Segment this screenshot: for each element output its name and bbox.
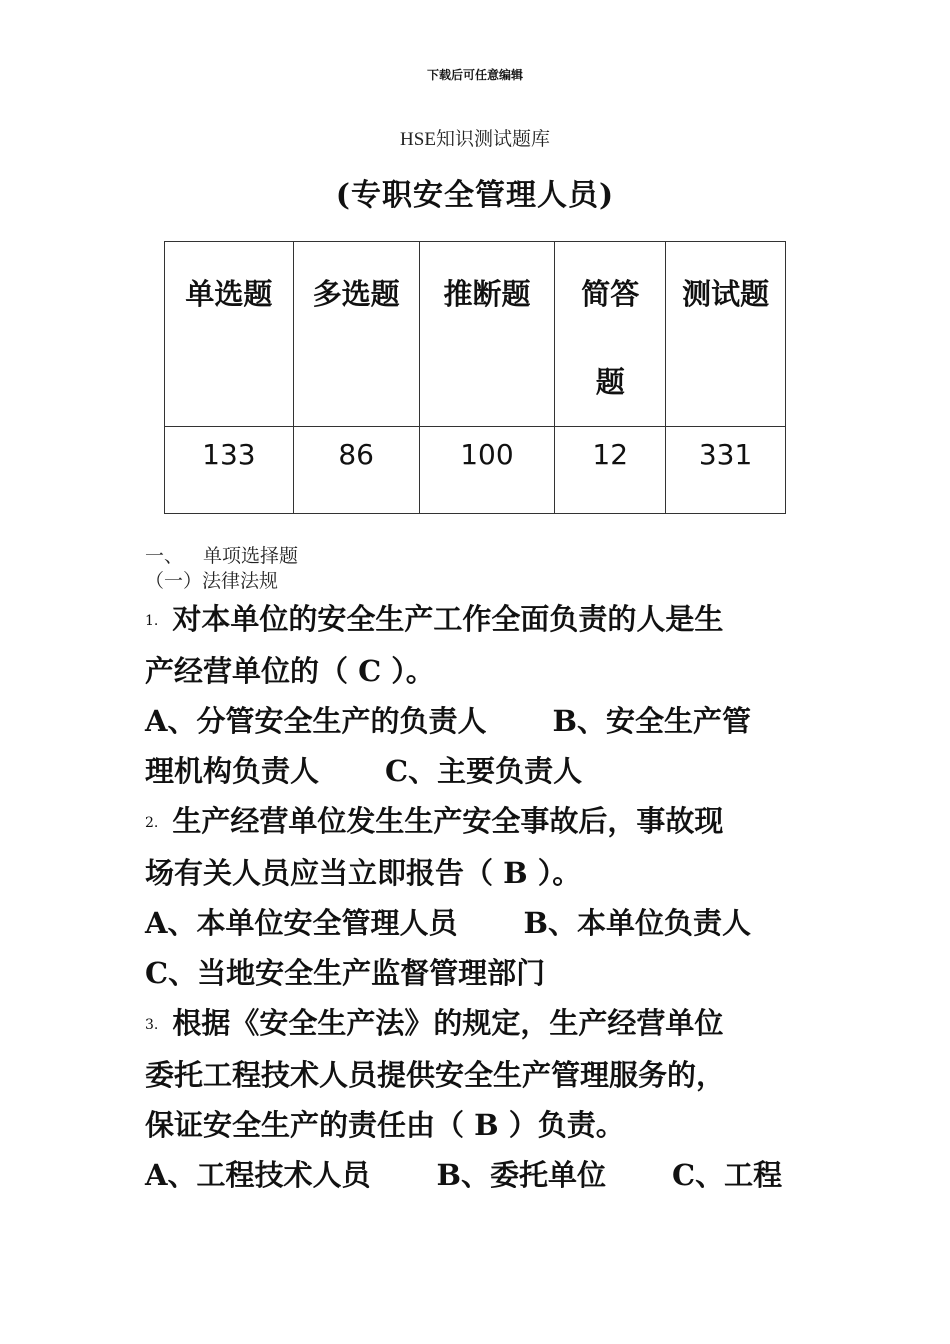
question-1-options	[145, 696, 810, 746]
question-3-cont: 委托工程技术人员提供安全生产管理服务的，	[145, 1058, 726, 1092]
question-2	[145, 796, 810, 848]
section-title: 单项选择题	[203, 545, 299, 567]
question-1-options-cont	[145, 746, 810, 796]
header-short-answer-line2: 题	[595, 365, 625, 399]
section-number: 一、	[145, 545, 184, 567]
header-short-answer-line1: 简答	[581, 277, 640, 311]
header-note: 下载后可任意编辑	[426, 68, 523, 82]
question-number: 2.	[145, 815, 159, 831]
header-test-total: 测试题	[666, 242, 786, 427]
table-value-row	[165, 427, 786, 514]
value-true-false: 100	[419, 427, 555, 514]
option-c: C、工程	[672, 1158, 783, 1192]
document-subtitle: (专职安全管理人员)	[335, 178, 615, 213]
document-title: HSE知识测试题库	[400, 129, 550, 150]
subsection-heading: （一）法律法规	[145, 570, 279, 592]
question-3	[145, 998, 810, 1050]
question-1-cont: 产经营单位的（ C ）。	[145, 654, 435, 688]
question-1	[145, 594, 810, 646]
value-test-total: 331	[666, 427, 786, 514]
question-number: 3.	[145, 1017, 159, 1033]
question-2-options-cont: C、当地安全生产监督管理部门	[145, 956, 546, 990]
option-b: B、安全生产管	[552, 704, 752, 738]
question-text: 根据《安全生产法》的规定，生产经营单位	[172, 1006, 724, 1040]
value-multiple-choice: 86	[293, 427, 419, 514]
question-3-options	[145, 1150, 810, 1200]
option-a: A、分管安全生产的负责人	[145, 704, 487, 738]
question-2-cont: 场有关人员应当立即报告（ B ）。	[145, 856, 582, 890]
option-b: B、本单位负责人	[523, 906, 752, 940]
option-c: C、主要负责人	[385, 754, 583, 788]
option-a: A、本单位安全管理人员	[145, 906, 458, 940]
value-single-choice: 133	[165, 427, 294, 514]
question-text: 生产经营单位发生生产安全事故后，事故现	[172, 804, 724, 838]
question-count-table	[164, 241, 786, 514]
header-single-choice: 单选题	[165, 242, 294, 427]
header-short-answer	[555, 242, 666, 427]
table-header-row	[165, 242, 786, 427]
value-short-answer: 12	[555, 427, 666, 514]
option-a: A、工程技术人员	[145, 1158, 371, 1192]
header-true-false: 推断题	[419, 242, 555, 427]
question-3-cont2: 保证安全生产的责任由（ B ）负责。	[145, 1108, 625, 1142]
question-text: 对本单位的安全生产工作全面负责的人是生	[172, 602, 724, 636]
section-heading	[145, 541, 298, 568]
header-multiple-choice: 多选题	[293, 242, 419, 427]
option-b: B、委托单位	[436, 1158, 607, 1192]
question-2-options	[145, 898, 810, 948]
question-list	[145, 594, 810, 1200]
option-b-cont: 理机构负责人	[145, 754, 320, 788]
question-number: 1.	[145, 613, 159, 629]
